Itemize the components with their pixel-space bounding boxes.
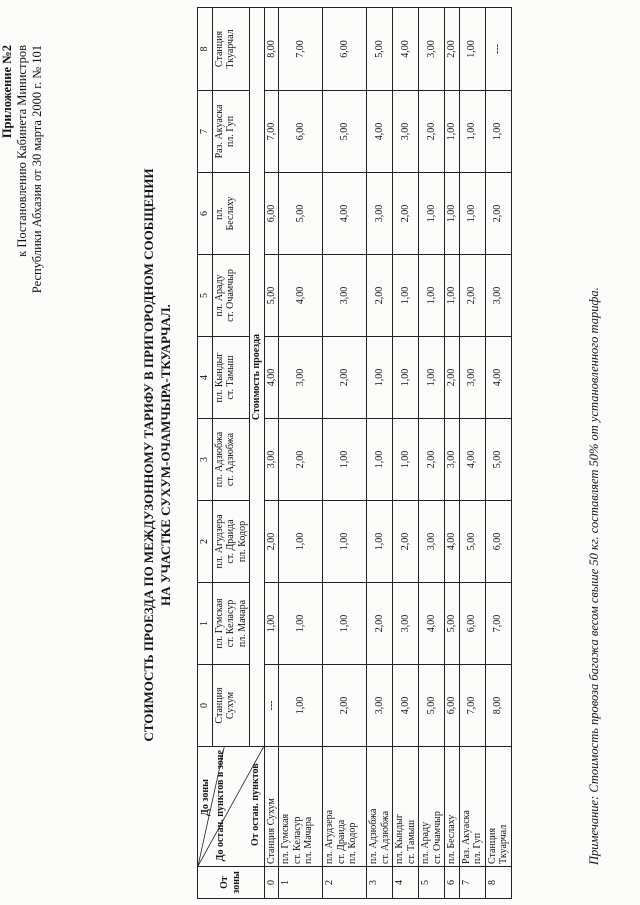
zone-number-3: 3 bbox=[198, 419, 213, 501]
stop-name: пл. Араду bbox=[213, 274, 225, 317]
fare-cell: 6,00 bbox=[445, 665, 460, 747]
fare-cell: 3,00 bbox=[393, 583, 419, 665]
row-stops bbox=[393, 747, 419, 867]
fare-cell: 3,00 bbox=[445, 419, 460, 501]
fare-cell: 2,00 bbox=[445, 8, 460, 91]
fare-cell: --- bbox=[264, 665, 279, 747]
row-stop-name: ст. Келасур bbox=[291, 816, 303, 864]
fare-cell: 4,00 bbox=[279, 255, 323, 337]
row-stop-name: пл. Кындыг bbox=[394, 814, 405, 864]
fare-cell: 5,00 bbox=[279, 173, 323, 255]
row-stops bbox=[445, 747, 460, 867]
row-stops bbox=[264, 747, 279, 867]
stop-name: Станция bbox=[213, 687, 225, 724]
row-stop-name: Ткуарчал bbox=[498, 824, 509, 864]
zone-stops-4 bbox=[212, 337, 250, 419]
zone-number-row bbox=[198, 8, 213, 899]
zone-number-8: 8 bbox=[198, 8, 213, 91]
fare-cell: --- bbox=[485, 8, 511, 91]
to-zones-label: До зоны bbox=[200, 779, 211, 816]
row-zone-number: 4 bbox=[393, 867, 419, 899]
fare-cell: 6,00 bbox=[264, 173, 279, 255]
tariff-table bbox=[197, 7, 512, 899]
fare-cell: 1,00 bbox=[367, 337, 393, 419]
footnote bbox=[587, 45, 602, 865]
fare-cell: 2,00 bbox=[367, 583, 393, 665]
tariff-row-zone-3 bbox=[367, 8, 393, 899]
fare-cell: 1,00 bbox=[264, 583, 279, 665]
row-zone-number: 7 bbox=[459, 867, 485, 899]
fare-cell: 1,00 bbox=[323, 419, 367, 501]
zone-stops-0 bbox=[212, 665, 250, 747]
zone-number-6: 6 bbox=[198, 173, 213, 255]
stop-name: ст. Очамчыр bbox=[225, 269, 236, 322]
stop-name: пл. Кодор bbox=[236, 520, 248, 563]
row-stop-name: Раз. Акуаска bbox=[460, 810, 472, 864]
stop-name: пл. Мачара bbox=[236, 599, 248, 648]
stop-name: Ткуарчал bbox=[225, 29, 236, 69]
zone-number-4: 4 bbox=[198, 337, 213, 419]
fare-cell: 2,00 bbox=[264, 501, 279, 583]
row-stop-name: пл. Кодор bbox=[347, 822, 358, 864]
fare-cell: 3,00 bbox=[485, 255, 511, 337]
fare-cell: 1,00 bbox=[485, 91, 511, 173]
tariff-row-zone-4 bbox=[393, 8, 419, 899]
fare-cell: 2,00 bbox=[323, 337, 367, 419]
stop-name: ст. Тамыш bbox=[225, 355, 236, 400]
row-zone-number: 0 bbox=[264, 867, 279, 899]
fare-cell: 5,00 bbox=[264, 255, 279, 337]
fare-cell: 1,00 bbox=[279, 501, 323, 583]
fare-cell: 1,00 bbox=[279, 665, 323, 747]
fare-cell: 3,00 bbox=[419, 501, 445, 583]
fare-cell: 2,00 bbox=[393, 173, 419, 255]
fare-cell: 1,00 bbox=[323, 583, 367, 665]
fare-cell: 5,00 bbox=[445, 583, 460, 665]
fare-cell: 3,00 bbox=[264, 419, 279, 501]
fare-cell: 3,00 bbox=[393, 91, 419, 173]
tariff-row-zone-5 bbox=[419, 8, 445, 899]
fare-cell: 2,00 bbox=[445, 337, 460, 419]
footnote-label: Примечание: bbox=[587, 795, 601, 865]
zone-stops-5 bbox=[212, 255, 250, 337]
fare-cell: 7,00 bbox=[279, 8, 323, 91]
fare-cell: 8,00 bbox=[264, 8, 279, 91]
stop-name: пл. Гумская bbox=[213, 598, 225, 649]
stop-name: Беслаху bbox=[225, 196, 236, 231]
fare-cell: 1,00 bbox=[367, 501, 393, 583]
stop-name: пл. Гуп bbox=[225, 115, 236, 148]
zone-number-2: 2 bbox=[198, 501, 213, 583]
fare-cell: 4,00 bbox=[393, 8, 419, 91]
fare-cell: 4,00 bbox=[323, 173, 367, 255]
fare-cell: 4,00 bbox=[459, 419, 485, 501]
fare-cell: 4,00 bbox=[445, 501, 460, 583]
document-title bbox=[140, 135, 174, 775]
zone-stops-3 bbox=[212, 419, 250, 501]
stop-name: пл. Кындыг bbox=[213, 352, 225, 403]
fare-cell: 4,00 bbox=[393, 665, 419, 747]
zone-stops-7 bbox=[212, 91, 250, 173]
fare-cell: 1,00 bbox=[419, 255, 445, 337]
tariff-row-zone-7 bbox=[459, 8, 485, 899]
zone-stops-1 bbox=[212, 583, 250, 665]
zone-stops-8 bbox=[212, 8, 250, 91]
row-stops bbox=[367, 747, 393, 867]
fare-cell: 5,00 bbox=[459, 501, 485, 583]
fare-cell: 2,00 bbox=[419, 419, 445, 501]
zone-number-0: 0 bbox=[198, 665, 213, 747]
fare-cell: 6,00 bbox=[279, 91, 323, 173]
stop-name: пл. Агудзера bbox=[213, 514, 225, 569]
fare-cell: 3,00 bbox=[367, 173, 393, 255]
fare-cell: 5,00 bbox=[419, 665, 445, 747]
row-stop-name: Станция Сухум bbox=[265, 798, 277, 864]
fare-cell: 3,00 bbox=[459, 337, 485, 419]
fare-cell: 8,00 bbox=[485, 665, 511, 747]
row-zone-number: 1 bbox=[279, 867, 323, 899]
fare-cell: 1,00 bbox=[279, 583, 323, 665]
row-stops bbox=[419, 747, 445, 867]
zone-number-5: 5 bbox=[198, 255, 213, 337]
stop-name: Сухум bbox=[225, 691, 236, 720]
fare-cell: 2,00 bbox=[279, 419, 323, 501]
appendix-reference bbox=[0, 45, 45, 525]
row-zone-number: 5 bbox=[419, 867, 445, 899]
row-stop-name: ст. Очамчыр bbox=[431, 811, 443, 864]
fare-cell: 2,00 bbox=[393, 501, 419, 583]
row-zone-number: 3 bbox=[367, 867, 393, 899]
fare-cell: 1,00 bbox=[367, 419, 393, 501]
tariff-row-zone-1 bbox=[279, 8, 323, 899]
to-stops-label: До остан. пунктов в зоне bbox=[215, 750, 226, 862]
stop-name: ст. Драида bbox=[225, 519, 236, 564]
row-stop-name: пл. Беслаху bbox=[446, 814, 457, 864]
fare-cell: 1,00 bbox=[393, 337, 419, 419]
row-stops bbox=[279, 747, 323, 867]
cost-label: Стоимость проезда bbox=[250, 8, 265, 747]
fare-cell: 2,00 bbox=[485, 173, 511, 255]
fare-cell: 1,00 bbox=[393, 419, 419, 501]
zone-number-7: 7 bbox=[198, 91, 213, 173]
row-stops bbox=[485, 747, 511, 867]
stop-name: ст. Келасур bbox=[225, 599, 236, 648]
fare-cell: 1,00 bbox=[459, 91, 485, 173]
fare-cell: 5,00 bbox=[323, 91, 367, 173]
row-stop-name: пл. Гуп bbox=[472, 832, 483, 864]
stop-name: Раз. Акуаска bbox=[213, 104, 225, 159]
row-zone-number: 6 bbox=[445, 867, 460, 899]
row-stop-name: пл. Адзюбжа bbox=[368, 808, 379, 864]
fare-cell: 2,00 bbox=[367, 255, 393, 337]
fare-cell: 3,00 bbox=[419, 8, 445, 91]
row-stop-name: ст. Драида bbox=[335, 819, 347, 864]
title-line-1: СТОИМОСТЬ ПРОЕЗДА ПО МЕЖДУЗОННОМУ ТАРИФУ В ПРИГОРОДНОМ СООБЩЕНИИ bbox=[141, 168, 156, 742]
zone-stops-6 bbox=[212, 173, 250, 255]
fare-cell: 7,00 bbox=[264, 91, 279, 173]
row-stop-name: Станция bbox=[486, 827, 498, 864]
row-zone-number: 8 bbox=[485, 867, 511, 899]
row-stops bbox=[459, 747, 485, 867]
fare-cell: 5,00 bbox=[485, 419, 511, 501]
row-stop-name: пл. Араду bbox=[420, 821, 431, 864]
fare-cell: 2,00 bbox=[459, 255, 485, 337]
fare-cell: 1,00 bbox=[459, 173, 485, 255]
row-stop-name: пл. Мачара bbox=[303, 816, 314, 864]
fare-cell: 7,00 bbox=[459, 665, 485, 747]
fare-cell: 7,00 bbox=[485, 583, 511, 665]
fare-cell: 3,00 bbox=[279, 337, 323, 419]
fare-cell: 1,00 bbox=[419, 337, 445, 419]
tariff-row-zone-0 bbox=[264, 8, 279, 899]
fare-cell: 4,00 bbox=[367, 91, 393, 173]
from-zones-header: От зоны bbox=[198, 867, 265, 899]
fare-cell: 3,00 bbox=[323, 255, 367, 337]
fare-cell: 6,00 bbox=[459, 583, 485, 665]
appendix-heading: Приложение №2 bbox=[0, 45, 14, 139]
fare-cell: 4,00 bbox=[264, 337, 279, 419]
fare-cell: 6,00 bbox=[323, 8, 367, 91]
fare-cell: 1,00 bbox=[459, 8, 485, 91]
tariff-row-zone-8 bbox=[485, 8, 511, 899]
row-stop-name: пл. Агудзера bbox=[324, 809, 335, 864]
appendix-line-1: к Постановлению Кабинета Министров bbox=[15, 45, 29, 257]
row-stop-name: ст. Адзюбжа bbox=[379, 810, 391, 864]
fare-cell: 1,00 bbox=[445, 91, 460, 173]
fare-cell: 1,00 bbox=[323, 501, 367, 583]
tariff-row-zone-6 bbox=[445, 8, 460, 899]
row-zone-number: 2 bbox=[323, 867, 367, 899]
fare-cell: 5,00 bbox=[367, 8, 393, 91]
fare-cell: 1,00 bbox=[445, 255, 460, 337]
from-stops-label: От остан. пунктов bbox=[250, 763, 261, 846]
fare-cell: 1,00 bbox=[445, 173, 460, 255]
stop-name: пл. bbox=[213, 207, 225, 220]
fare-cell: 6,00 bbox=[485, 501, 511, 583]
row-stop-name: ст. Тамыш bbox=[405, 819, 417, 864]
row-stop-name: пл. Гумская bbox=[280, 813, 291, 864]
zone-stops-2 bbox=[212, 501, 250, 583]
zone-number-1: 1 bbox=[198, 583, 213, 665]
stop-name: Станция bbox=[213, 30, 225, 68]
fare-cell: 4,00 bbox=[485, 337, 511, 419]
fare-cell: 1,00 bbox=[393, 255, 419, 337]
fare-cell: 2,00 bbox=[323, 665, 367, 747]
fare-cell: 3,00 bbox=[367, 665, 393, 747]
fare-cell: 4,00 bbox=[419, 583, 445, 665]
title-line-2: НА УЧАСТКЕ СУХУМ-ОЧАМЧЫРА-ТКУАРЧАЛ. bbox=[158, 304, 173, 606]
appendix-line-2: Республики Абхазия от 30 марта 2000 г. № 101 bbox=[30, 45, 44, 294]
stop-name: ст. Адзюбжа bbox=[225, 432, 236, 487]
footnote-text: Стоимость провоза багажа весом свыше 50 кг. составляет 50% от установленного тарифа. bbox=[587, 287, 601, 793]
fare-cell: 2,00 bbox=[419, 91, 445, 173]
row-stops bbox=[323, 747, 367, 867]
stop-name: пл. Адзюбжа bbox=[213, 431, 225, 488]
fare-cell: 1,00 bbox=[419, 173, 445, 255]
corner-header-cell bbox=[198, 747, 265, 867]
tariff-row-zone-2 bbox=[323, 8, 367, 899]
